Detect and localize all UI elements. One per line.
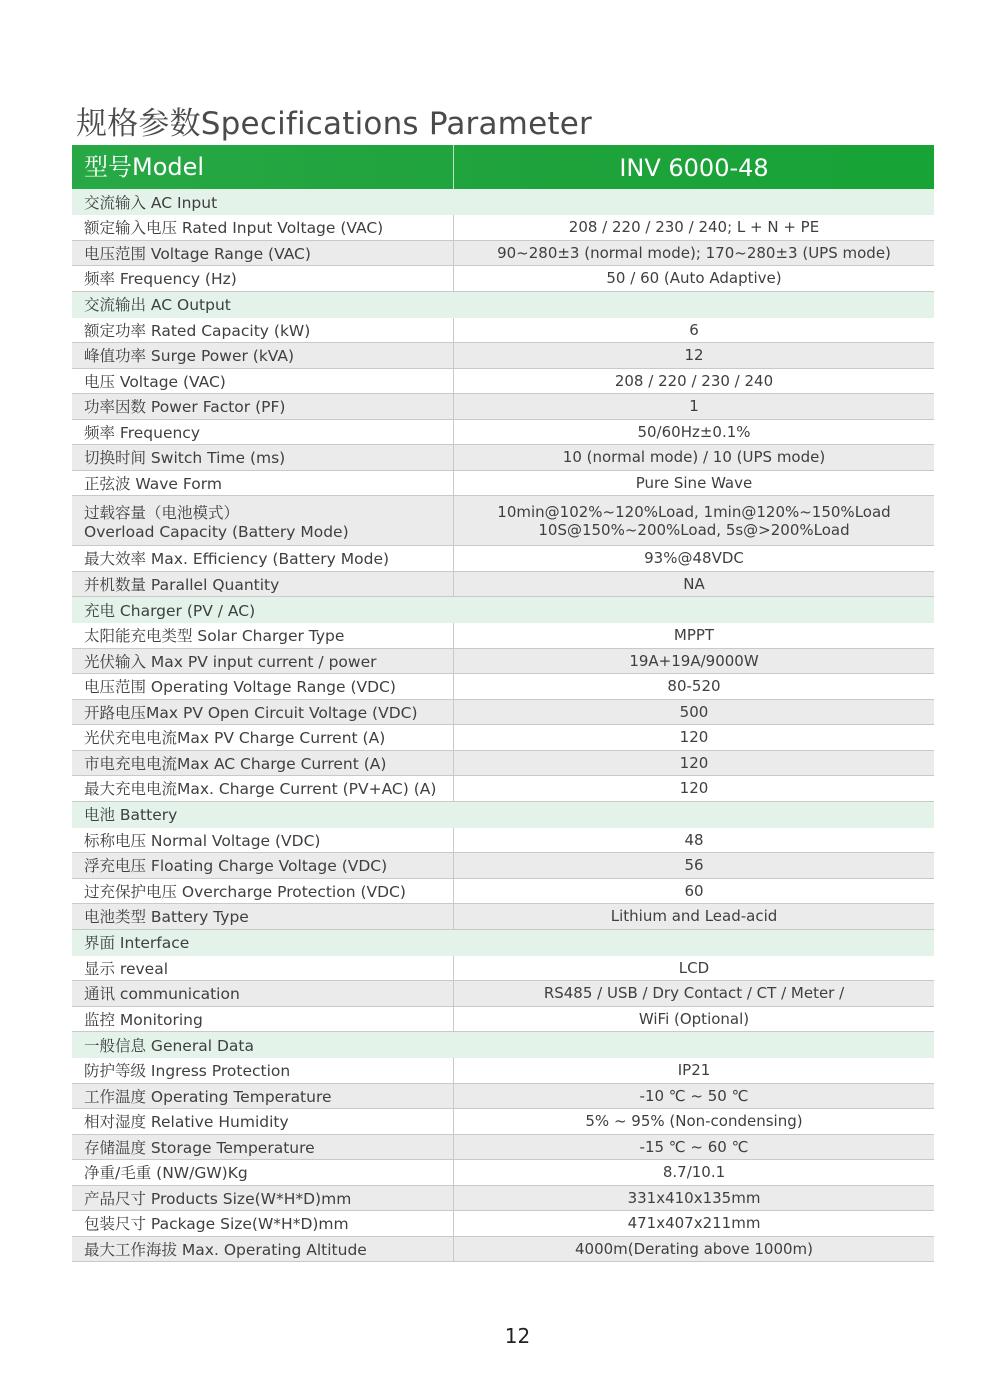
page-title: 规格参数Specifications Parameter — [76, 106, 592, 142]
spec-value — [454, 318, 934, 343]
spec-value — [454, 828, 934, 853]
spec-value — [454, 215, 934, 240]
spec-value-text: 120 — [679, 779, 709, 798]
spec-value-text: 120 — [679, 728, 709, 747]
spec-value-text: 19A+19A/9000W — [629, 651, 759, 670]
spec-value — [454, 1211, 934, 1236]
spec-value-text: 471x407x211mm — [627, 1214, 761, 1233]
spec-value-text: 1 — [689, 397, 699, 416]
spec-value — [454, 1084, 934, 1109]
table-body — [72, 189, 934, 1262]
spec-label — [72, 904, 454, 929]
spec-row — [72, 445, 934, 471]
spec-label — [72, 1135, 454, 1160]
spec-value — [454, 343, 934, 368]
spec-value-text: -15 ℃ ~ 60 ℃ — [639, 1137, 749, 1156]
spec-label-text: 电池类型 Battery Type — [84, 908, 249, 927]
spec-label — [72, 700, 454, 725]
spec-label — [72, 266, 454, 291]
spec-value-text: 48 — [684, 830, 704, 849]
spec-label — [72, 369, 454, 394]
section-label: 电池 Battery — [84, 806, 178, 824]
spec-label-text: 防护等级 Ingress Protection — [84, 1062, 291, 1081]
spec-row — [72, 343, 934, 369]
spec-label-text: 包装尺寸 Package Size(W*H*D)mm — [84, 1215, 349, 1234]
spec-row — [72, 318, 934, 344]
spec-label — [72, 981, 454, 1006]
spec-row — [72, 1058, 934, 1084]
spec-value-text: -10 ℃ ~ 50 ℃ — [639, 1086, 749, 1105]
spec-label-text: 太阳能充电类型 Solar Charger Type — [84, 627, 345, 646]
spec-row — [72, 471, 934, 497]
spec-value-text: Lithium and Lead-acid — [610, 907, 778, 926]
section-label: 界面 Interface — [84, 934, 190, 952]
spec-label-text: 过充保护电压 Overcharge Protection (VDC) — [84, 882, 406, 901]
spec-label — [72, 420, 454, 445]
section-row — [72, 189, 934, 215]
spec-value-text: NA — [683, 574, 705, 593]
spec-value-text: 10 (normal mode) / 10 (UPS mode) — [562, 448, 826, 467]
spec-value — [454, 725, 934, 750]
spec-row — [72, 572, 934, 598]
spec-value — [454, 1109, 934, 1134]
spec-value-text: Pure Sine Wave — [635, 473, 753, 492]
spec-label — [72, 1058, 454, 1083]
section-row — [72, 802, 934, 828]
spec-label-text: 净重/毛重 (NW/GW)Kg — [84, 1164, 248, 1183]
spec-value-text: 5% ~ 95% (Non-condensing) — [585, 1112, 803, 1131]
spec-value-text: 50 / 60 (Auto Adaptive) — [606, 269, 782, 288]
spec-label-text: 电压范围 Operating Voltage Range (VDC) — [84, 678, 396, 697]
spec-row — [72, 1007, 934, 1033]
spec-row — [72, 853, 934, 879]
spec-value — [454, 674, 934, 699]
spec-row — [72, 369, 934, 395]
spec-row — [72, 623, 934, 649]
spec-row — [72, 546, 934, 572]
spec-value-text: 80-520 — [667, 677, 721, 696]
spec-value-text: 56 — [684, 856, 704, 875]
spec-label — [72, 1084, 454, 1109]
spec-label — [72, 828, 454, 853]
spec-row — [72, 879, 934, 905]
spec-value-text: 50/60Hz±0.1% — [637, 422, 751, 441]
section-row — [72, 1032, 934, 1058]
spec-value-text: 331x410x135mm — [627, 1188, 761, 1207]
spec-row — [72, 241, 934, 267]
spec-label-text: 工作温度 Operating Temperature — [84, 1087, 332, 1106]
section-row — [72, 597, 934, 623]
spec-label — [72, 956, 454, 981]
spec-value-text: MPPT — [673, 626, 715, 645]
spec-value — [454, 649, 934, 674]
spec-row — [72, 215, 934, 241]
spec-value-text: LCD — [678, 958, 710, 977]
spec-label-text: 最大充电电流Max. Charge Current (PV+AC) (A) — [84, 780, 437, 799]
spec-table — [72, 145, 934, 1262]
spec-value — [454, 1160, 934, 1185]
spec-label — [72, 215, 454, 240]
spec-label-text: 频率 Frequency — [84, 423, 201, 442]
spec-row — [72, 956, 934, 982]
spec-value — [454, 394, 934, 419]
spec-label-text: 开路电压Max PV Open Circuit Voltage (VDC) — [84, 703, 418, 722]
spec-label-text: 切换时间 Switch Time (ms) — [84, 449, 286, 468]
spec-value — [454, 1237, 934, 1262]
spec-label-text: 电压范围 Voltage Range (VAC) — [84, 244, 311, 263]
spec-label — [72, 1186, 454, 1211]
spec-row — [72, 649, 934, 675]
spec-label — [72, 879, 454, 904]
spec-value-text: 120 — [679, 753, 709, 772]
spec-label-text: 通讯 communication — [84, 985, 240, 1004]
spec-row — [72, 674, 934, 700]
spec-value — [454, 266, 934, 291]
spec-value-text: WiFi (Optional) — [638, 1009, 750, 1028]
spec-value-text: 6 — [689, 320, 699, 339]
spec-value — [454, 1058, 934, 1083]
section-row — [72, 930, 934, 956]
section-row — [72, 292, 934, 318]
spec-label — [72, 318, 454, 343]
spec-label-text: 产品尺寸 Products Size(W*H*D)mm — [84, 1189, 352, 1208]
spec-label-text: 最大效率 Max. Efficiency (Battery Mode) — [84, 550, 390, 569]
spec-label — [72, 496, 454, 545]
spec-label — [72, 572, 454, 597]
spec-row — [72, 776, 934, 802]
spec-row — [72, 828, 934, 854]
spec-value-text: 93%@48VDC — [644, 549, 744, 568]
spec-label — [72, 343, 454, 368]
spec-value-text: RS485 / USB / Dry Contact / CT / Meter / — [543, 984, 845, 1003]
spec-label — [72, 674, 454, 699]
spec-value — [454, 572, 934, 597]
spec-row — [72, 1109, 934, 1135]
spec-label — [72, 241, 454, 266]
spec-label-text-secondary: Overload Capacity (Battery Mode) — [84, 522, 349, 541]
spec-value — [454, 1135, 934, 1160]
spec-value — [454, 981, 934, 1006]
table-header — [72, 145, 934, 189]
spec-row — [72, 1186, 934, 1212]
spec-value — [454, 956, 934, 981]
section-label: 交流输入 AC Input — [84, 193, 218, 212]
spec-row — [72, 1211, 934, 1237]
spec-label — [72, 1109, 454, 1134]
spec-value-text: IP21 — [677, 1061, 711, 1080]
spec-value — [454, 369, 934, 394]
spec-value — [454, 700, 934, 725]
spec-value-text: 4000m(Derating above 1000m) — [574, 1239, 814, 1258]
page-number: 12 — [504, 1324, 531, 1348]
spec-label-text: 市电充电电流Max AC Charge Current (A) — [84, 754, 387, 773]
spec-value — [454, 496, 934, 545]
spec-value — [454, 1007, 934, 1032]
spec-label-text: 额定输入电压 Rated Input Voltage (VAC) — [84, 219, 384, 238]
spec-label-text: 浮充电压 Floating Charge Voltage (VDC) — [84, 857, 388, 876]
spec-row — [72, 751, 934, 777]
spec-value — [454, 471, 934, 496]
spec-value — [454, 776, 934, 801]
spec-label-text: 监控 Monitoring — [84, 1010, 203, 1029]
spec-label-text: 频率 Frequency (Hz) — [84, 270, 237, 289]
spec-label — [72, 751, 454, 776]
spec-row — [72, 904, 934, 930]
spec-label — [72, 623, 454, 648]
section-label: 交流输出 AC Output — [84, 296, 231, 314]
spec-value — [454, 623, 934, 648]
section-label: 充电 Charger (PV / AC) — [84, 601, 256, 620]
spec-label — [72, 725, 454, 750]
spec-value — [454, 546, 934, 571]
spec-label — [72, 776, 454, 801]
spec-value-text: 208 / 220 / 230 / 240; L + N + PE — [568, 218, 820, 237]
header-label: 型号Model — [72, 145, 454, 189]
header-value: INV 6000-48 — [619, 154, 769, 182]
spec-label — [72, 394, 454, 419]
spec-value — [454, 241, 934, 266]
spec-label — [72, 445, 454, 470]
spec-label-text: 电压 Voltage (VAC) — [84, 372, 226, 391]
section-label: 一般信息 General Data — [84, 1036, 254, 1055]
spec-value — [454, 853, 934, 878]
spec-label — [72, 649, 454, 674]
spec-label — [72, 853, 454, 878]
spec-value-text: 8.7/10.1 — [662, 1163, 726, 1182]
spec-label — [72, 1160, 454, 1185]
spec-row — [72, 1135, 934, 1161]
spec-value — [454, 904, 934, 929]
spec-row — [72, 1160, 934, 1186]
spec-label-text: 峰值功率 Surge Power (kVA) — [84, 347, 295, 366]
spec-row — [72, 1084, 934, 1110]
spec-label — [72, 1211, 454, 1236]
spec-label — [72, 1237, 454, 1262]
spec-value-text: 90~280±3 (normal mode); 170~280±3 (UPS mode) — [497, 243, 891, 262]
spec-row — [72, 266, 934, 292]
spec-value-text: 60 — [684, 881, 704, 900]
spec-value-text: 12 — [684, 346, 704, 365]
spec-label — [72, 546, 454, 571]
spec-label-text: 显示 reveal — [84, 959, 169, 978]
spec-value — [454, 445, 934, 470]
spec-value-text: 10min@102%~120%Load, 1min@120%~150%Load — [497, 502, 891, 521]
spec-row — [72, 1237, 934, 1263]
spec-value-text: 208 / 220 / 230 / 240 — [614, 371, 774, 390]
spec-value — [454, 751, 934, 776]
spec-label — [72, 1007, 454, 1032]
spec-row — [72, 420, 934, 446]
spec-label-text: 光伏充电电流Max PV Charge Current (A) — [84, 729, 386, 748]
spec-value-text: 500 — [679, 702, 709, 721]
spec-label-text: 正弦波 Wave Form — [84, 474, 222, 493]
spec-value — [454, 1186, 934, 1211]
spec-value — [454, 420, 934, 445]
spec-row — [72, 394, 934, 420]
spec-value-text-secondary: 10S@150%~200%Load, 5s@>200%Load — [538, 520, 850, 539]
spec-label-text: 相对湿度 Relative Humidity — [84, 1113, 289, 1132]
spec-row — [72, 700, 934, 726]
spec-label-text: 过载容量（电池模式） — [84, 503, 240, 522]
spec-row — [72, 496, 934, 546]
spec-row — [72, 981, 934, 1007]
spec-label-text: 标称电压 Normal Voltage (VDC) — [84, 831, 321, 850]
spec-label-text: 存储温度 Storage Temperature — [84, 1138, 315, 1157]
spec-label-text: 最大工作海拔 Max. Operating Altitude — [84, 1240, 367, 1259]
spec-label-text: 功率因数 Power Factor (PF) — [84, 398, 286, 417]
spec-row — [72, 725, 934, 751]
spec-label — [72, 471, 454, 496]
spec-label-text: 光伏输入 Max PV input current / power — [84, 652, 377, 671]
spec-label-text: 额定功率 Rated Capacity (kW) — [84, 321, 311, 340]
spec-label-text: 并机数量 Parallel Quantity — [84, 575, 280, 594]
spec-value — [454, 879, 934, 904]
